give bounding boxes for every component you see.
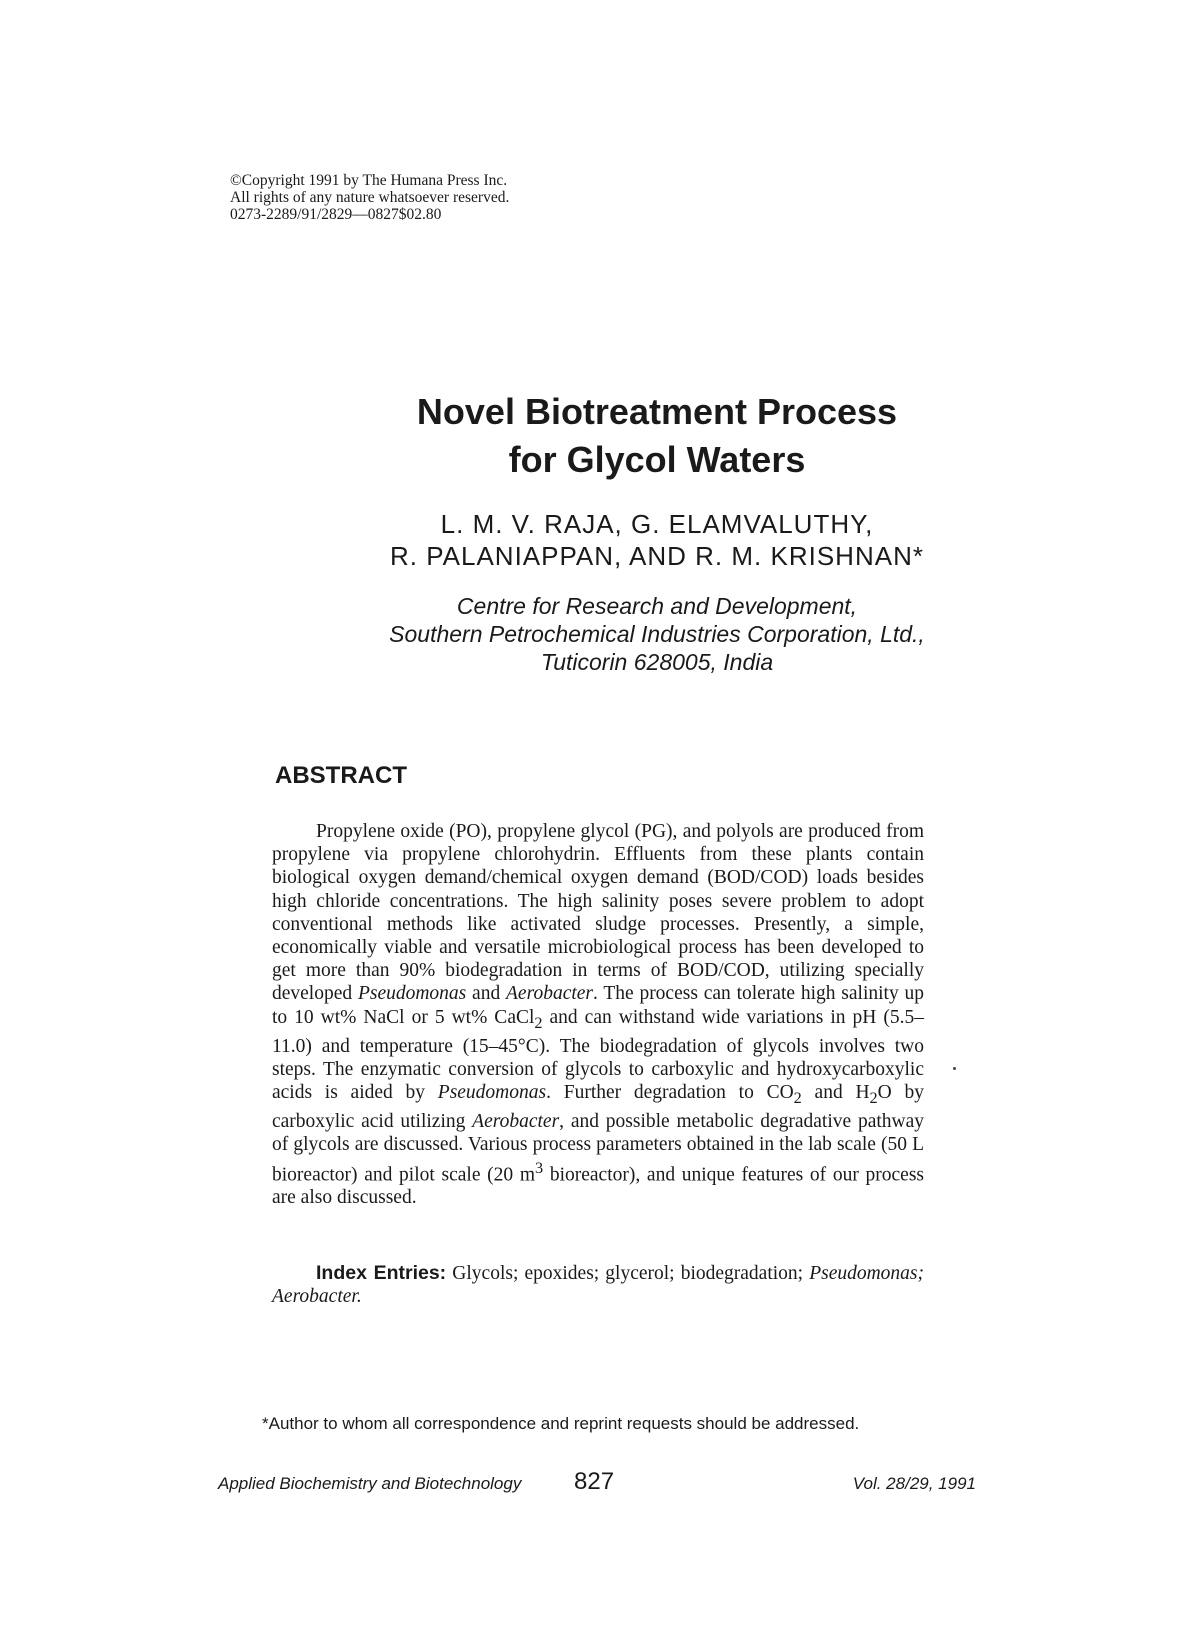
- organism-name: Aerobacter: [472, 1111, 560, 1133]
- author-footnote: *Author to whom all correspondence and reprint requests should be addressed.: [262, 1414, 860, 1433]
- abstract-text: Propylene oxide (PO), propylene glycol (PG), and polyols are produced from propylene via propylene chlorohydrin. Effluents from these plants contain biological oxygen demand/chemical oxygen demand (BOD/COD) loads besides high chloride concentrations. The high salinity poses severe problem to adopt conventional methods like activated sludge processes. Presently, a simple, economically viable and versatile microbiological process has been developed to get more than 90% biodegradation in terms of BOD/COD, utilizing specially developed: [272, 821, 924, 1005]
- subscript: 2: [534, 1013, 543, 1032]
- index-entries-label: Index Entries:: [316, 1262, 447, 1284]
- organism-name: Pseudomonas: [357, 983, 467, 1005]
- title-line-1: Novel Biotreatment Process: [416, 391, 898, 432]
- copyright-line: ©Copyright 1991 by The Humana Press Inc.: [230, 172, 508, 189]
- index-terms: Glycols; epoxides; glycerol; biodegradation;: [446, 1263, 810, 1284]
- journal-name: Applied Biochemistry and Biotechnology: [218, 1474, 522, 1493]
- abstract-text: bioreactor), and unique features of our process are also discussed.: [272, 1164, 925, 1209]
- affiliation-line-1: Centre for Research and Development,: [456, 593, 858, 619]
- authors-line-1: L. M. V. RAJA, G. ELAMVALUTHY,: [440, 509, 874, 539]
- abstract-text: . The process can tolerate high salinity up to 10 wt% NaCl or 5 wt% CaCl: [272, 983, 924, 1028]
- abstract-body: [272, 820, 924, 1210]
- abstract-text: and: [466, 983, 507, 1005]
- superscript: 3: [535, 1158, 544, 1177]
- index-organisms: Pseudomonas; Aerobacter.: [272, 1263, 925, 1308]
- title-line-2: for Glycol Waters: [508, 439, 806, 480]
- index-entries: [272, 1262, 924, 1308]
- affiliation-line-3: Tuticorin 628005, India: [540, 649, 774, 675]
- author-list: [57, 508, 1200, 572]
- organism-name: Aerobacter: [506, 983, 594, 1005]
- subscript: 2: [869, 1089, 878, 1108]
- page-number: 827: [574, 1468, 615, 1495]
- abstract-text: and H: [801, 1082, 870, 1104]
- volume-info: Vol. 28/29, 1991: [852, 1474, 976, 1493]
- copyright-notice: [230, 172, 509, 223]
- abstract-text: and can withstand wide variations in pH (5.5–11.0) and temperature (15–45°C). The biodegradation of glycols involves two steps. The enzymatic conversion of glycols to carboxylic and hydroxycarboxylic acids is aided by: [272, 1006, 924, 1104]
- page-footer: [218, 1468, 976, 1498]
- affiliation-line-2: Southern Petrochemical Industries Corporation, Ltd.,: [389, 621, 925, 647]
- authors-line-2: R. PALANIAPPAN, AND R. M. KRISHNAN*: [390, 541, 924, 571]
- subscript: 2: [793, 1089, 802, 1108]
- paper-title: [57, 388, 1200, 484]
- affiliation: [57, 592, 1200, 676]
- rights-line: All rights of any nature whatsoever reserved.: [230, 189, 510, 206]
- organism-name: Pseudomonas: [437, 1082, 547, 1104]
- abstract-text: , and possible metabolic degradative pathway of glycols are discussed. Various process parameters obtained in the lab scale (50 L bioreactor) and pilot scale (20 m: [272, 1111, 925, 1186]
- scan-speck: [953, 1067, 956, 1070]
- issn-line: 0273-2289/91/2829—0827$02.80: [230, 206, 442, 223]
- abstract-text: O by carboxylic acid utilizing: [272, 1082, 924, 1133]
- abstract-text: . Further degradation to CO: [546, 1082, 794, 1104]
- abstract-heading: ABSTRACT: [275, 762, 407, 789]
